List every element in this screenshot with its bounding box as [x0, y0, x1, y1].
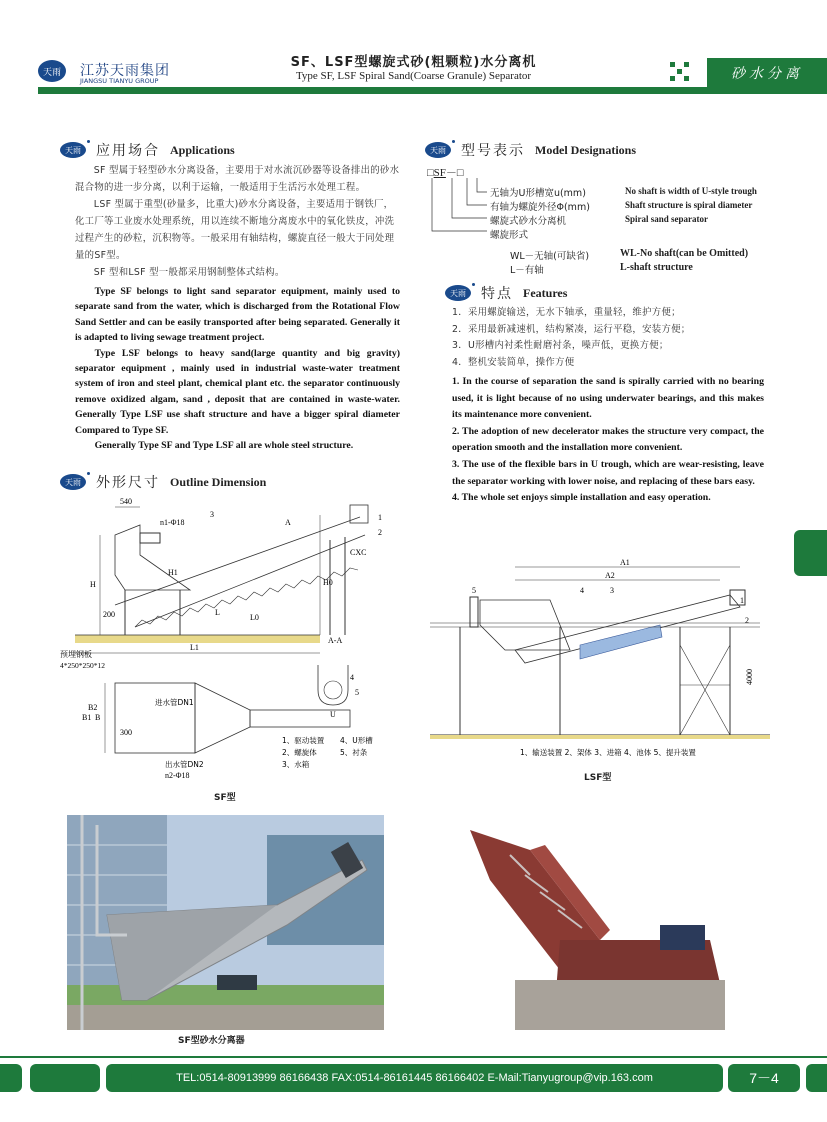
dim-label: H [90, 580, 96, 589]
model-row-cn: 无轴为U形槽宽u(mm) [490, 188, 586, 199]
drive-unit [350, 505, 368, 523]
dim-label: A [285, 518, 291, 527]
dim-label: B [95, 713, 101, 722]
footer-contact: TEL:0514-80913999 86166438 FAX:0514-86161445 86166402 E-Mail:Tianyugroup@vip.163.com [176, 1072, 653, 1084]
side-edge-tab [794, 530, 827, 576]
dim-label: 4 [580, 586, 584, 595]
features-en-list [452, 374, 764, 507]
dim-label: 1 [378, 513, 382, 522]
model-row [490, 213, 566, 227]
inlet-label: 进水管DN1 [155, 698, 194, 707]
applications-title-cn: 应用场合 [96, 143, 160, 159]
company-name-en: JIANGSU TIANYU GROUP [80, 77, 159, 85]
footer-left-pill [0, 1064, 22, 1092]
sf-separator-photo [67, 815, 384, 1030]
feature-item-en: 3. The use of the flexible bars in U trough, which are wear-resisting, leave the separator working with lower noise, and replacing of these bars easy. [452, 458, 764, 487]
dim-label: A1 [620, 558, 630, 567]
lsf-drawing-caption: LSF型 [584, 773, 612, 783]
lsf-separator-photo [470, 830, 725, 1030]
model-row-en: Shaft structure is spiral diameter [625, 200, 753, 210]
brand-bullet-icon: 天雨 [60, 474, 86, 490]
applications-en-paragraph: Type LSF belongs to heavy sand(large quantity and big gravity) separator equipment , mainly used in industrial waste-water treatment system of iron and steel plant, chemical plant etc. the separator continuously remove oxidized algam, sand , deposit that are contained in waste-water. Generally Type LSF use shaft structure and have a bigger spiral diameter Compared to Type SF. [75, 347, 400, 436]
model-code: □SF－□ [427, 167, 464, 179]
plan-tank [115, 683, 195, 753]
applications-cn-paragraph: SF 型和LSF 型一般都采用钢制整体式结构。 [93, 267, 285, 278]
dim-label: L0 [250, 613, 259, 622]
dim-label: n1-Φ18 [160, 518, 185, 527]
applications-heading [60, 140, 235, 160]
legend-item: 2、螺旋体 [282, 748, 317, 757]
model-row-en: L-shaft structure [620, 262, 693, 273]
model-row-cn: 螺旋形式 [490, 230, 529, 241]
outlet-label: 出水管DN2 [165, 760, 204, 769]
model-row-en: WL-No shaft(can be Omitted) [620, 248, 749, 259]
page-number: 7－4 [749, 1070, 779, 1086]
legend-item: 3、水箱 [282, 760, 310, 769]
header-pixel-deco [670, 62, 694, 86]
dim-label: L [215, 608, 220, 617]
dim-label: B2 [88, 703, 98, 712]
dim-label: B1 [82, 713, 92, 722]
legend-item: 5、衬条 [340, 748, 368, 757]
model-code-letters: SF [433, 167, 446, 179]
footer-contact-bar [106, 1064, 723, 1092]
brand-bullet-icon: 天雨 [445, 285, 471, 301]
applications-en-paragraph: Generally Type SF and Type LSF all are whole steel structure. [94, 440, 354, 452]
brand-bullet-icon: 天雨 [425, 142, 451, 158]
page-title-en: Type SF, LSF Spiral Sand(Coarse Granule) Separator [295, 70, 532, 82]
dim-label: n2-Φ18 [165, 771, 190, 780]
drive-motor [660, 925, 705, 950]
applications-body [75, 162, 400, 453]
legend-item: 1、驱动装置 [282, 736, 325, 745]
dim-label: 5 [472, 586, 476, 595]
model-row [510, 248, 589, 262]
applications-cn-paragraph: SF 型属于轻型砂水分离设备，主要用于对水流沉砂器等设备排出的砂水混合物的进一步分离，以利于运输，一般适用于生活污水处理工程。 [75, 165, 400, 193]
dim-label: 1 [740, 596, 744, 605]
outline-heading [60, 472, 266, 492]
footer-page-box [728, 1064, 800, 1092]
model-row-cn: 有轴为螺旋外径Φ(mm) [490, 202, 590, 213]
feature-item-cn: 2．采用最新减速机，结构紧凑，运行平稳，安装方便； [452, 323, 691, 335]
feature-item-en: 1. In the course of separation the sand is spirally carried with no bearing used, it is light because of no using underwater bearings, and this makes its maintenance more convenient. [452, 376, 764, 421]
dim-label: U [330, 710, 336, 719]
feature-item-en: 4. The whole set enjoys simple installation and easy operation. [452, 492, 711, 504]
lsf-trough [515, 595, 740, 663]
feature-item-cn: 1．采用螺旋输送，无水下轴承，重量轻，维护方便； [452, 307, 681, 318]
dim-label: CXC [350, 548, 367, 557]
footer-rule [0, 1056, 827, 1058]
model-row [490, 199, 590, 213]
model-heading [425, 140, 636, 160]
dim-label: 540 [120, 497, 132, 506]
outline-title-en: Outline Dimension [170, 474, 267, 489]
dim-label: 3 [610, 586, 614, 595]
features-heading [445, 283, 567, 303]
sf-photo-caption: SF型砂水分离器 [178, 1036, 245, 1046]
model-row [490, 227, 528, 241]
feature-item-cn: 3．U形槽内衬柔性耐磨衬条，噪声低，更换方便； [452, 340, 669, 351]
company-name-cn: 江苏天雨集团 [80, 63, 170, 79]
applications-title-en: Applications [170, 142, 235, 157]
page-title-cn: SF、LSF型螺旋式砂(粗颗粒)水分离机 [290, 55, 537, 70]
dim-label: L1 [190, 643, 199, 652]
dim-label: 300 [120, 728, 132, 737]
sf-technical-drawing [60, 495, 400, 795]
model-row [490, 185, 586, 199]
embed-plate-label: 预埋钢板 [60, 650, 92, 659]
dim-label: A2 [605, 571, 615, 580]
dim-label: 5 [355, 688, 359, 697]
model-row-en: Spiral sand separator [625, 214, 709, 224]
dim-label: H0 [323, 578, 333, 587]
dim-label: A-A [328, 636, 343, 645]
model-row-cn: WL－无轴(可缺省) [510, 251, 590, 262]
logo-text: 天雨 [42, 67, 61, 78]
header-rule [38, 87, 827, 94]
dim-label: H1 [168, 568, 178, 577]
applications-en-paragraph: Type SF belongs to light sand separator equipment, mainly used to separate sand from the water, which is discharged from the Rotational Flow Sand Settler and can be easily transported after being separated. Generally it is adapted to living sewage treatment project. [75, 286, 400, 344]
dim-label: 4000 [745, 669, 754, 685]
model-title-en: Model Designations [535, 142, 637, 157]
model-title-cn: 型号表示 [461, 143, 525, 159]
sf-legend [282, 735, 373, 769]
brand-bullet-icon: 天雨 [60, 142, 86, 158]
footer-right-pill [806, 1064, 827, 1092]
model-row [510, 262, 544, 276]
model-row-en: No shaft is width of U-style trough [625, 186, 757, 196]
model-row-cn: 螺旋式砂水分离机 [490, 216, 567, 227]
legend-item: 4、U形槽 [340, 736, 373, 745]
lsf-legend: 1、输送装置 2、架体 3、进箱 4、池体 5、提升装置 [520, 748, 696, 757]
section-tab: 砂水分离 [707, 58, 827, 88]
outline-title-cn: 外形尺寸 [96, 475, 160, 491]
tank-outline [115, 525, 190, 590]
dim-label: 2 [378, 528, 382, 537]
dim-label: 4 [350, 673, 354, 682]
model-row-cn: L－有轴 [510, 265, 544, 276]
features-title-en: Features [523, 285, 568, 300]
features-title-cn: 特点 [481, 286, 513, 302]
embed-plate-dims: 4*250*250*12 [60, 661, 105, 670]
feature-item-cn: 4．整机安装简单，操作方便 [452, 356, 575, 368]
sf-drawing-caption: SF型 [214, 793, 236, 803]
feature-item-en: 2. The adoption of new decelerator makes the structure very compact, the operation smooth and the installation more convenient. [452, 425, 764, 454]
dim-label: 200 [103, 610, 115, 619]
dim-label: 2 [745, 616, 749, 625]
applications-cn-paragraph: LSF 型属于重型(砂量多，比重大)砂水分离设备，主要适用于钢铁厂，化工厂等工业废水处理系统，用以连续不断地分离废水中的氧化铁皮，冲洗过程产生的砂粒，沉积物等。一般采用有轴结构，螺旋直径一般大于同处理量的SF型。 [75, 199, 395, 261]
ground-hatch [75, 635, 320, 643]
footer-left-pill [30, 1064, 100, 1092]
dim-label: 3 [210, 510, 214, 519]
lsf-technical-drawing [430, 555, 770, 765]
model-bracket-lines [427, 178, 497, 268]
features-cn-list [452, 305, 772, 371]
